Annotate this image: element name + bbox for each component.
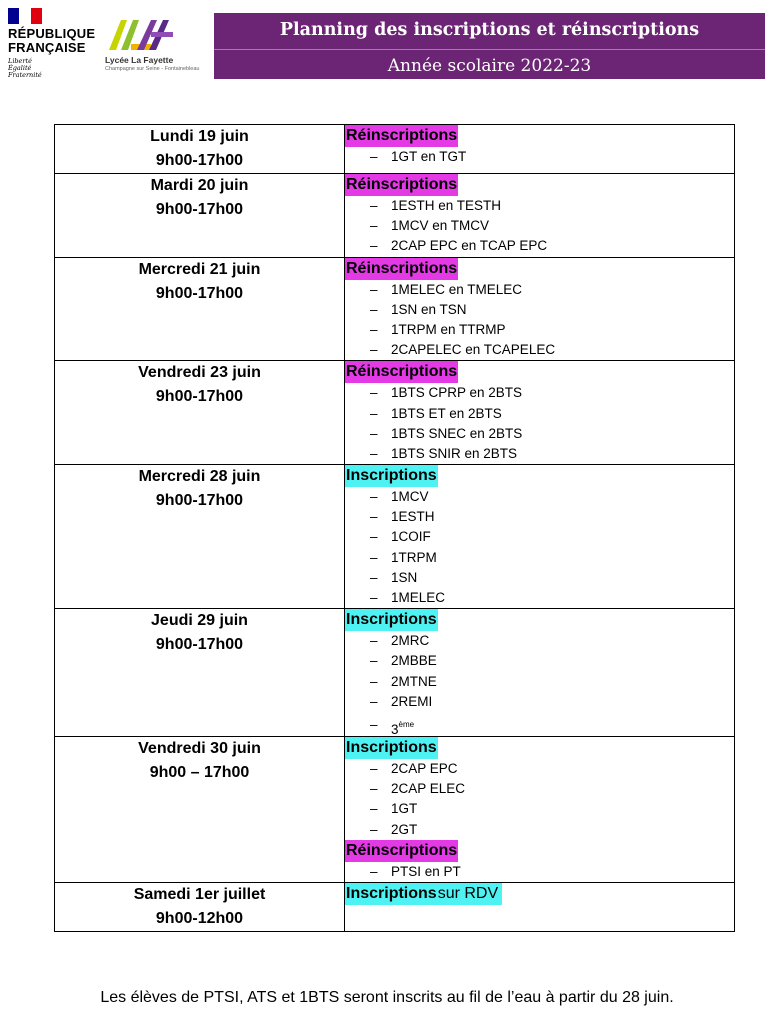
reinscriptions-label: Réinscriptions (345, 361, 458, 383)
list-item (345, 651, 734, 671)
list-item-text: 1GT (391, 801, 418, 817)
reinscriptions-label: Réinscriptions (345, 840, 458, 862)
day-cell (55, 125, 345, 174)
list-item-text: 1MCV en TMCV (391, 218, 490, 234)
dash-bullet-icon: – (370, 198, 378, 213)
list-item-text: 2CAP EPC en TCAP EPC (391, 238, 548, 254)
day-cell (55, 465, 345, 609)
list-item-text: 1SN (391, 569, 418, 585)
lycee-location: Champagne sur Seine - Fontainebleau (105, 66, 200, 72)
list-item-text: 1BTS SNEC en 2BTS (391, 425, 523, 441)
hours-label: 9h00-17h00 (155, 492, 244, 510)
day-label: Vendredi 30 juin (138, 739, 261, 757)
inscriptions-label: Inscriptions (345, 883, 438, 905)
reinscriptions-label: Réinscriptions (345, 258, 458, 280)
dash-bullet-icon: – (370, 218, 378, 234)
dash-bullet-icon: – (370, 693, 378, 709)
inscriptions-label: Inscriptions (345, 737, 438, 759)
list-item (345, 196, 734, 216)
list-item-text: 3 (391, 721, 399, 737)
dash-bullet-icon: – (370, 569, 378, 585)
banner-divider (214, 49, 765, 50)
list-item (345, 340, 734, 360)
dash-bullet-icon: – (370, 509, 378, 525)
hours-label: 9h00 – 17h00 (149, 763, 250, 781)
dash-bullet-icon: – (370, 342, 378, 358)
class-list (345, 487, 734, 608)
list-item (345, 527, 734, 547)
dash-bullet-icon: – (370, 238, 378, 254)
list-item (345, 320, 734, 340)
list-item-text: 1TRPM (391, 549, 437, 565)
list-item-text: 2GT (391, 821, 418, 837)
day-cell (55, 361, 345, 465)
category-line (345, 840, 734, 862)
schedule-row (55, 125, 735, 174)
day-label: Mercredi 28 juin (138, 468, 261, 486)
day-label: Mardi 20 juin (150, 177, 249, 194)
list-item-text: 2MTNE (391, 673, 437, 689)
category-line (345, 125, 734, 147)
hours-label: 9h00-17h00 (155, 388, 244, 406)
french-flag-icon (8, 8, 42, 24)
list-item-text: 2MRC (391, 633, 430, 649)
list-item-text: 1MELEC en TMELEC (391, 281, 523, 297)
dash-bullet-icon: – (370, 549, 378, 565)
list-item-text: 1BTS CPRP en 2BTS (391, 385, 523, 401)
dash-bullet-icon: – (370, 781, 378, 797)
activity-cell (345, 257, 735, 361)
class-list (345, 759, 734, 840)
list-item-text: 2CAP ELEC (391, 781, 466, 797)
category-line (345, 361, 734, 383)
list-item (345, 588, 734, 608)
list-item-text: 1SN en TSN (391, 301, 467, 317)
page-title: Planning des inscriptions et réinscriptions (279, 20, 700, 40)
hours-label: 9h00-17h00 (155, 201, 244, 218)
dash-bullet-icon: – (370, 821, 378, 837)
list-item (345, 424, 734, 444)
schedule-row (55, 361, 735, 465)
list-item-text: 1ESTH (391, 509, 435, 525)
reinscriptions-label: Réinscriptions (345, 174, 458, 196)
dash-bullet-icon: – (370, 445, 378, 461)
dash-bullet-icon: – (370, 281, 378, 297)
list-item-text: 2CAPELEC en TCAPELEC (391, 342, 556, 358)
hours-label: 9h00-17h00 (155, 284, 244, 302)
day-cell (55, 736, 345, 882)
list-item (345, 568, 734, 588)
dash-bullet-icon: – (370, 529, 378, 545)
list-item-text: 1GT en TGT (391, 149, 467, 164)
dash-bullet-icon: – (370, 653, 378, 669)
class-list (345, 280, 734, 361)
list-item (345, 548, 734, 568)
category-line (345, 174, 734, 196)
lycee-logo (105, 18, 205, 76)
list-item-text: 1BTS SNIR en 2BTS (391, 445, 518, 461)
activity-cell (345, 609, 735, 737)
day-cell (55, 174, 345, 258)
list-item-text: 2CAP EPC (391, 760, 458, 776)
list-item-text: 1COIF (391, 529, 431, 545)
hours-label: 9h00-17h00 (155, 636, 244, 654)
day-cell (55, 882, 345, 931)
reinscriptions-label: Réinscriptions (345, 125, 458, 147)
dash-bullet-icon: – (370, 760, 378, 776)
republique-francaise-logo (8, 8, 98, 88)
dash-bullet-icon: – (370, 633, 378, 649)
schedule-row (55, 257, 735, 361)
list-item (345, 799, 734, 819)
dash-bullet-icon: – (370, 425, 378, 441)
day-label: Mercredi 21 juin (138, 260, 261, 278)
footer-note: Les élèves de PTSI, ATS et 1BTS seront inscrits au fil de l’eau à partir du 28 juin. (100, 989, 674, 1006)
class-list (345, 383, 734, 464)
activity-cell (345, 361, 735, 465)
day-cell (55, 257, 345, 361)
list-item (345, 862, 734, 882)
list-item (345, 280, 734, 300)
category-suffix: sur RDV (438, 883, 502, 905)
dash-bullet-icon: – (370, 301, 378, 317)
category-line (345, 258, 734, 280)
dash-bullet-icon: – (370, 405, 378, 421)
list-item-text: 2MBBE (391, 653, 437, 669)
list-item-text: 2REMI (391, 693, 433, 709)
day-cell (55, 609, 345, 737)
list-item (345, 383, 734, 403)
schedule-row (55, 882, 735, 931)
class-list (345, 862, 734, 882)
list-item (345, 300, 734, 320)
list-item (345, 444, 734, 464)
schedule-row (55, 174, 735, 258)
dash-bullet-icon: – (370, 149, 378, 164)
inscriptions-label: Inscriptions (345, 465, 438, 487)
dash-bullet-icon: – (370, 801, 378, 817)
list-item (345, 779, 734, 799)
rf-motto: Liberté Égalité Fraternité (8, 57, 42, 79)
hours-label: 9h00-12h00 (155, 909, 244, 927)
ordinal-suffix: ème (398, 719, 415, 729)
category-line (345, 465, 734, 487)
hours-label: 9h00-17h00 (155, 152, 244, 169)
school-year: Année scolaire 2022-23 (387, 56, 592, 76)
inscriptions-label: Inscriptions (345, 609, 438, 631)
activity-cell (345, 174, 735, 258)
day-label: Vendredi 23 juin (138, 364, 261, 382)
activity-cell (345, 125, 735, 174)
schedule-row (55, 736, 735, 882)
list-item (345, 631, 734, 651)
list-item (345, 672, 734, 692)
category-line (345, 737, 734, 759)
lycee-name: Lycée La Fayette (105, 55, 174, 65)
schedule-row (55, 609, 735, 737)
list-item-text: 1MELEC (391, 590, 446, 605)
schedule-row (55, 465, 735, 609)
activity-cell (345, 736, 735, 882)
list-item-text: 1BTS ET en 2BTS (391, 405, 502, 421)
list-item-text: 1TRPM en TTRMP (391, 321, 506, 337)
header-banner (214, 13, 765, 79)
class-list (345, 631, 734, 736)
list-item (345, 820, 734, 840)
list-item (345, 216, 734, 236)
dash-bullet-icon: – (370, 590, 378, 605)
activity-cell (345, 882, 735, 931)
lycee-emblem-icon (107, 18, 177, 52)
list-item (345, 692, 734, 712)
dash-bullet-icon: – (370, 716, 378, 732)
category-line (345, 609, 734, 631)
class-list (345, 147, 734, 167)
dash-bullet-icon: – (370, 863, 378, 879)
list-item-text: PTSI en PT (391, 863, 461, 879)
rf-title-line-2: FRANÇAISE (8, 40, 86, 55)
class-list (345, 196, 734, 257)
list-item (345, 404, 734, 424)
dash-bullet-icon: – (370, 489, 378, 505)
list-item (345, 759, 734, 779)
day-label: Lundi 19 juin (150, 128, 249, 145)
list-item (345, 507, 734, 527)
list-item-text: 1MCV (391, 489, 429, 505)
list-item (345, 147, 734, 167)
schedule-table (54, 124, 735, 932)
dash-bullet-icon: – (370, 321, 378, 337)
dash-bullet-icon: – (370, 673, 378, 689)
list-item-text: 1ESTH en TESTH (391, 198, 502, 213)
dash-bullet-icon: – (370, 385, 378, 401)
list-item (345, 487, 734, 507)
activity-cell (345, 465, 735, 609)
category-line (345, 883, 734, 905)
list-item (345, 712, 734, 736)
rf-title-line-1: RÉPUBLIQUE (8, 26, 96, 41)
day-label: Samedi 1er juillet (133, 885, 266, 903)
list-item (345, 236, 734, 256)
day-label: Jeudi 29 juin (151, 612, 248, 630)
